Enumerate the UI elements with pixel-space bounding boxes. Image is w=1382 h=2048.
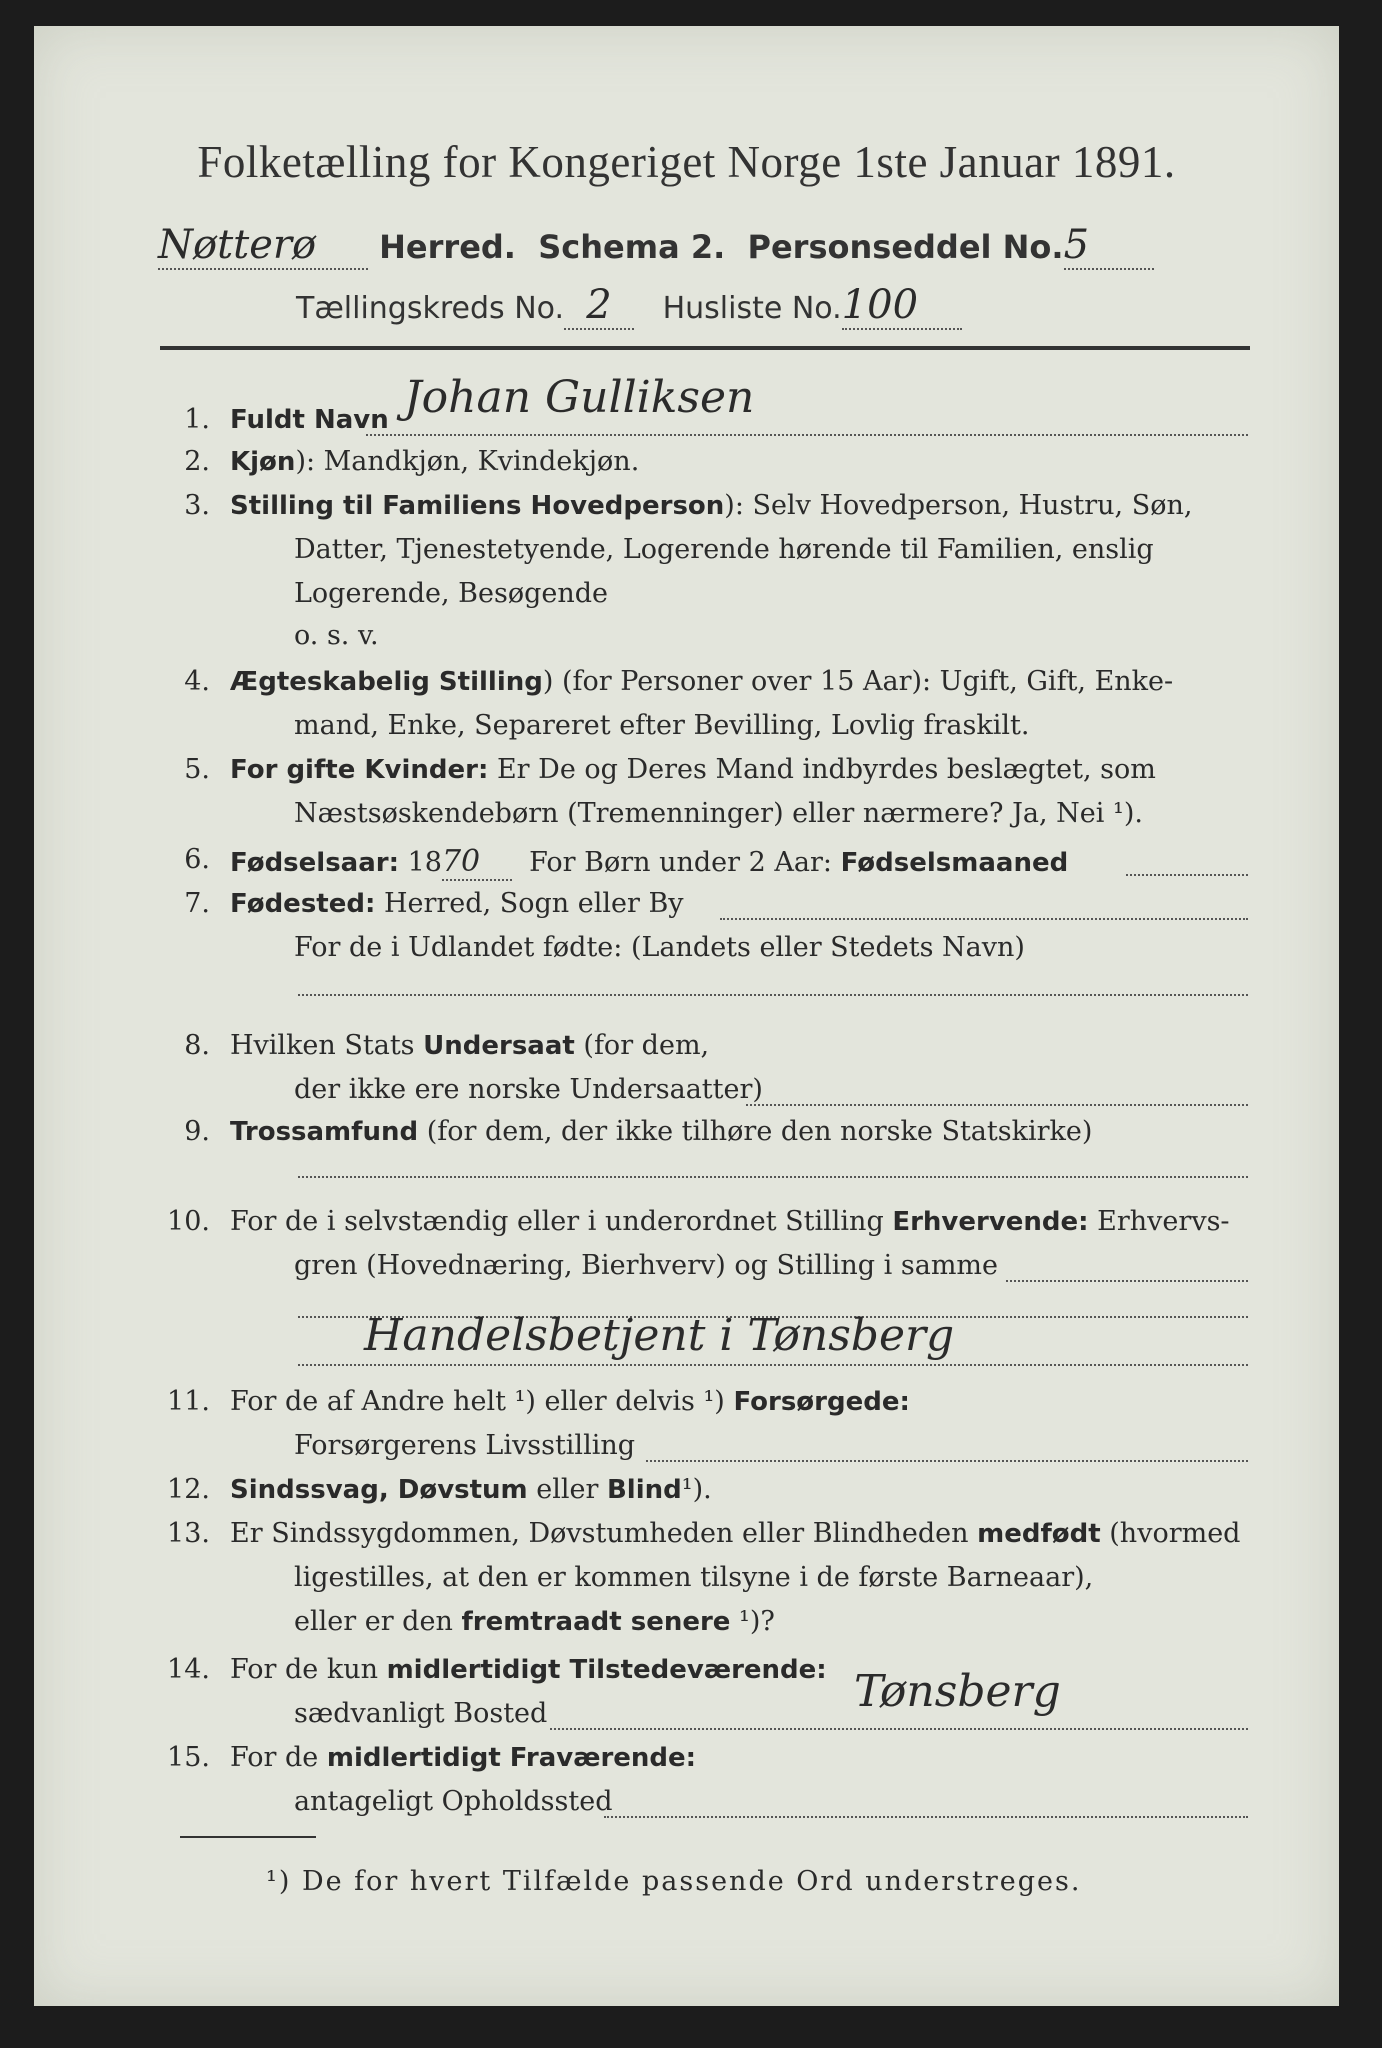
item-body: ¹)?	[739, 1606, 775, 1637]
herred-label: Herred.	[379, 228, 516, 266]
item-body: (hvormed	[1109, 1518, 1241, 1549]
item-label: For gifte Kvinder:	[230, 755, 489, 785]
form-title: Folketælling for Kongeriget Norge 1ste Januar 1891.	[197, 137, 1176, 187]
husliste-value: 100	[841, 282, 919, 328]
item-body: gren (Hovednæring, Bierhverv) og Stilling i samme	[294, 1250, 999, 1281]
fill-line	[366, 434, 1248, 436]
item-text	[230, 888, 684, 919]
item-body: Datter, Tjenestetyende, Logerende hørende til Familien, enslig	[294, 534, 1154, 565]
item-text	[230, 490, 1192, 521]
item-body: 18	[407, 847, 442, 878]
fill-line	[646, 1460, 1248, 1462]
item-number: 4.	[184, 666, 210, 697]
item-body: For de i Udlandet fødte: (Landets eller Stedets Navn)	[294, 932, 1025, 963]
fill-line	[1006, 1280, 1248, 1282]
item-body: ): Selv Hovedperson, Hustru, Søn,	[724, 490, 1193, 521]
item-number: 3.	[184, 490, 210, 521]
item-body: Er Sindssygdommen, Døvstumheden eller Blindheden	[230, 1518, 969, 1549]
item-body: For de af Andre helt ¹) eller delvis ¹)	[230, 1386, 725, 1417]
item-text	[230, 1474, 712, 1505]
item-body: (for dem,	[583, 1030, 710, 1061]
item-label: midlertidigt Tilstedeværende:	[386, 1655, 827, 1685]
item-text	[230, 1742, 696, 1773]
census-form	[34, 26, 1339, 2006]
item-number: 11.	[167, 1386, 210, 1417]
item-label: Kjøn	[230, 447, 296, 477]
item-body: o. s. v.	[294, 620, 379, 651]
fill-line	[298, 1364, 1248, 1366]
item-number: 9.	[184, 1116, 210, 1147]
item-body: Erhvervs-	[1097, 1206, 1230, 1237]
full-name-value: Johan Gulliksen	[404, 372, 755, 423]
item-number: 1.	[184, 404, 210, 435]
header-line-2	[296, 282, 962, 330]
item-body: sædvanligt Bosted	[294, 1698, 548, 1729]
kreds-label: Tællingskreds No.	[296, 291, 564, 326]
item-body: For de i selvstændig eller i underordnet Stilling	[230, 1206, 884, 1237]
item-number: 14.	[167, 1654, 210, 1685]
item-body: For de kun	[230, 1654, 378, 1685]
item-label: Trossamfund	[230, 1117, 419, 1147]
kreds-value: 2	[586, 282, 612, 328]
item-label: Ægteskabelig Stilling	[230, 667, 543, 697]
fill-line	[298, 1176, 1248, 1178]
item-label: medfødt	[977, 1519, 1101, 1549]
fill-line	[550, 1728, 1248, 1730]
item-body: Forsørgerens Livsstilling	[294, 1430, 636, 1461]
item-body: antageligt Opholdssted	[294, 1786, 613, 1817]
item-body: ¹).	[681, 1474, 712, 1505]
item-text	[230, 1116, 1092, 1147]
item-body: der ikke ere norske Undersaatter)	[294, 1074, 763, 1105]
item-text	[230, 446, 639, 477]
item-text	[230, 404, 389, 435]
item-label: Undersaat	[423, 1031, 575, 1061]
item-number: 12.	[167, 1474, 210, 1505]
item-label: Fødselsaar:	[230, 848, 399, 878]
item-body: ): Mandkjøn, Kvindekjøn.	[295, 446, 640, 477]
header-rule	[160, 346, 1250, 350]
personseddel-value: 5	[1063, 222, 1090, 268]
item-body: For de	[230, 1742, 319, 1773]
item-text	[230, 666, 1173, 697]
item-text	[230, 1206, 1230, 1237]
item-label: midlertidigt Fraværende:	[326, 1743, 697, 1773]
husliste-label: Husliste No.	[662, 291, 842, 326]
item-number: 7.	[184, 888, 210, 919]
schema-label: Schema 2.	[538, 228, 726, 266]
item-body: Næstsøskendebørn (Tremenninger) eller nærmere? Ja, Nei ¹).	[294, 798, 1143, 829]
item-body: (for dem, der ikke tilhøre den norske Statskirke)	[426, 1116, 1093, 1147]
item-body: ligestilles, at den er kommen tilsyne i de første Barneaar),	[294, 1562, 1094, 1593]
item-number: 8.	[184, 1030, 210, 1061]
item-label: Sindssvag, Døvstum	[230, 1475, 528, 1505]
footnote: ¹) De for hvert Tilfælde passende Ord understreges.	[266, 1866, 1082, 1897]
item-body: Hvilken Stats	[230, 1030, 415, 1061]
item-text	[230, 1518, 1240, 1549]
item-number: 6.	[184, 844, 210, 875]
item-body: ) (for Personer over 15 Aar): Ugift, Gift, Enke-	[542, 666, 1174, 697]
item-label: Fødselsmaaned	[840, 848, 1069, 878]
item-body: For Børn under 2 Aar:	[529, 847, 832, 878]
header-line-1	[158, 222, 1154, 270]
item-label: Forsørgede:	[733, 1387, 910, 1417]
item-number: 13.	[167, 1518, 210, 1549]
item-body: Herred, Sogn eller By	[383, 888, 684, 919]
usual-residence-value: Tønsberg	[854, 1666, 1061, 1717]
item-text	[230, 754, 1156, 785]
fill-line	[604, 1816, 1248, 1818]
item-label: fremtraadt senere	[461, 1607, 731, 1637]
fill-line	[298, 994, 1248, 996]
birth-year-value: 70	[441, 844, 481, 879]
item-number: 15.	[167, 1742, 210, 1773]
item-text	[230, 844, 1068, 881]
herred-value: Nøtterø	[158, 222, 317, 268]
fill-line	[746, 1104, 1248, 1106]
personseddel-label: Personseddel No.	[747, 228, 1064, 266]
item-body: Er De og Deres Mand indbyrdes beslægtet, som	[496, 754, 1156, 785]
item-label: Stilling til Familiens Hovedperson	[230, 491, 725, 521]
item-number: 5.	[184, 754, 210, 785]
item-label: Blind	[606, 1475, 682, 1505]
item-label: Fuldt Navn	[230, 405, 389, 435]
item-body: mand, Enke, Separeret efter Bevilling, Lovlig fraskilt.	[294, 710, 1030, 741]
fill-line	[1126, 874, 1248, 876]
item-body: eller	[536, 1474, 599, 1505]
item-label: Fødested:	[230, 889, 376, 919]
item-number: 10.	[167, 1206, 210, 1237]
footnote-rule	[180, 1836, 316, 1838]
item-number: 2.	[184, 446, 210, 477]
fill-line	[720, 918, 1248, 920]
item-body: Logerende, Besøgende	[294, 578, 608, 609]
occupation-value: Handelsbetjent i Tønsberg	[364, 1310, 955, 1361]
item-text	[230, 1386, 910, 1417]
item-label: Erhvervende:	[892, 1207, 1089, 1237]
item-text	[230, 1654, 827, 1685]
item-text	[230, 1030, 709, 1061]
item-body: eller er den	[294, 1606, 453, 1637]
